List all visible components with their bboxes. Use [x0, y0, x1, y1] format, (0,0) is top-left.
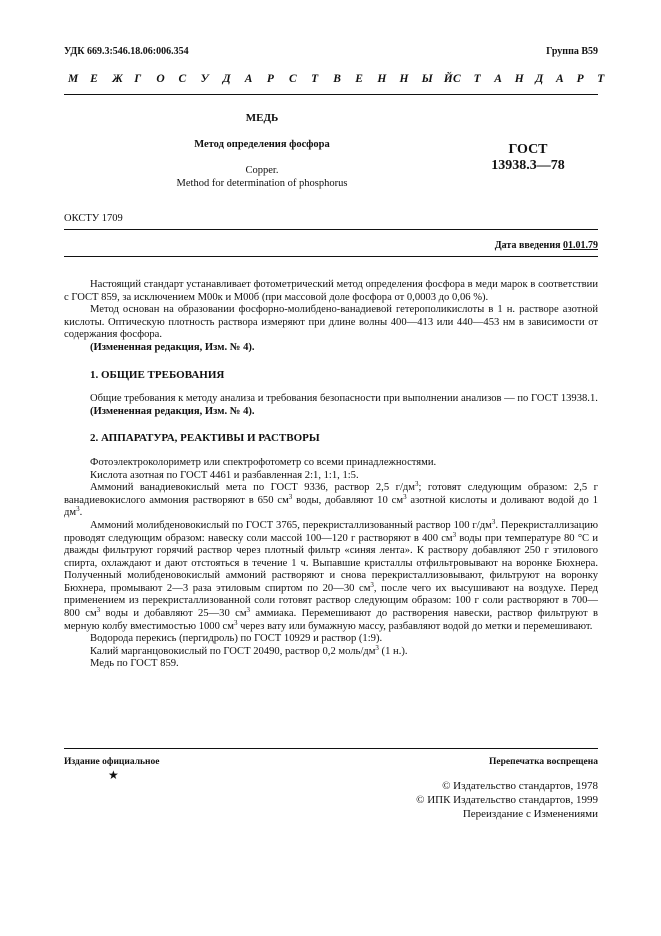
- section-1-text: Общие требования к методу анализа и требования безопасности при выполнении анализов — по ГОСТ 13938.1.: [90, 393, 598, 405]
- banner-letter: А: [556, 73, 564, 85]
- banner-letter: Г: [134, 73, 142, 85]
- banner-letter: Т: [311, 73, 319, 85]
- section-2-p4: Аммоний молибденовокислый по ГОСТ 3765, перекристаллизованный раствор 100 $г/дм^3$. Перекристаллизацию проводят следующим образом: навеску соли массой 100—120 г растворяют в 400 $см^3$ воды при температуре 80 °С и дважды фильтруют горячий раствор через плотный фильтр «синяя лента». К раствору добавляют 250 г этилового спирта, охлаждают и дают отстояться в течение 1 ч. Выпавшие кристаллы отфильтровывают на воронке Бюхнера. Полученный молибденовокислый аммоний растворяют и снова перекристаллизовывают, фильтруют на воронку Бюхнера, промывают 2—3 раза этиловым спиртом по 20—30 $см^3$, после чего их высушивают на воздухе. Перед применением из перекристаллизованной соли готовят раствор следующим образом: 100 г соли растворяют в 700—800 $см^3$ воды и добавляют 25—30 $см^3$ аммиака. Перемешивают до растворения навески, раствор фильтруют в мерную колбу вместимостью 1000 $см^3$ через вату или бумажную массу, разбавляют водой до метки и перемешивают.: [64, 517, 599, 632]
- banner-letter: Ж: [112, 73, 123, 85]
- banner-letter: У: [200, 73, 209, 85]
- banner-letter: Е: [355, 73, 363, 85]
- intro-paragraph-2: Метод основан на образовании фосфорно-молибдено-ванадиевой гетерополикислоты в 1 н. растворе азотной кислоты. Оптическую плотность раствора измеряют при длине волны 400—413 или 440—453 нм в зависимости от содержания фосфора.: [64, 304, 598, 341]
- section-2-p3: Аммоний ванадиевокислый мета по ГОСТ 9336, раствор 2,5 $г/дм^3$; готовят следующим образом: 2,5 г ванадиевокислого аммония растворяют в 650 $см^3$ воды, добавляют 10 $см^3$ азотной кислоты и доливают водой до 1 $дм^3$.: [64, 480, 598, 519]
- gost-number: 13938.3—78: [491, 158, 565, 173]
- reissue-note: Переиздание с Изменениями: [462, 808, 598, 820]
- banner-letter: Е: [90, 73, 98, 85]
- udk-code: УДК 669.3:546.18.06:006.354: [64, 46, 189, 57]
- gost-label: ГОСТ: [508, 142, 548, 157]
- official-edition: Издание официальное: [64, 757, 160, 767]
- banner-letter: О: [156, 73, 165, 85]
- footer-rule: [64, 748, 598, 749]
- date-rule: [64, 256, 598, 257]
- banner-letter: Р: [576, 73, 584, 85]
- section-2-p2: Кислота азотная по ГОСТ 4461 и разбавленная 2:1, 1:1, 1:5.: [90, 469, 359, 481]
- copyright-block: [416, 779, 598, 821]
- banner-letter: С: [289, 73, 297, 85]
- banner-letter: Н: [399, 73, 409, 85]
- intro-date-label: Дата введения: [494, 240, 561, 251]
- banner-letter: В: [333, 73, 341, 85]
- reprint-prohibited: Перепечатка воспрещена: [488, 757, 598, 767]
- banner-letter: Т: [597, 73, 605, 85]
- banner-letter: Д: [535, 73, 544, 85]
- banner-letter: С: [453, 73, 461, 85]
- section-2-title: 2. АППАРАТУРА, РЕАКТИВЫ И РАСТВОРЫ: [90, 432, 320, 445]
- section-2-p7: Медь по ГОСТ 859.: [90, 658, 179, 670]
- section-2-p5: Водорода перекись (пергидроль) по ГОСТ 10929 и раствор (1:9).: [90, 633, 383, 645]
- header-rule: [64, 94, 598, 95]
- section-1-note: (Измененная редакция, Изм. № 4).: [90, 405, 255, 417]
- intro-date-block: [495, 240, 598, 251]
- banner-letter: Р: [266, 73, 274, 85]
- edition-note: (Измененная редакция, Изм. № 4).: [90, 341, 255, 353]
- banner-letter: Н: [514, 73, 524, 85]
- banner-letter: Ы: [421, 73, 433, 85]
- doc-subtitle: Метод определения фосфора: [194, 139, 330, 150]
- group-code: Группа В59: [546, 46, 598, 57]
- banner-letter: Н: [377, 73, 387, 85]
- oksty-code: ОКСТУ 1709: [64, 213, 123, 224]
- copyright-1999: © ИПК Издательство стандартов, 1999: [416, 794, 598, 806]
- en-title: Copper.: [245, 165, 279, 176]
- banner-letter: Т: [473, 73, 481, 85]
- banner-letter: Д: [222, 73, 231, 85]
- body: [64, 279, 598, 671]
- section-2-p1: Фотоэлектроколориметр или спектрофотометр со всеми принадлежностями.: [90, 456, 437, 468]
- banner-letter: А: [244, 73, 253, 85]
- banner-letter: Й: [443, 73, 453, 85]
- en-subtitle: Method for determination of phosphorus: [176, 178, 348, 189]
- star-icon: ★: [108, 768, 119, 782]
- intro-paragraph-1: Настоящий стандарт устанавливает фотометрический метод определения фосфора в меди марок в соответствии с ГОСТ 859, за исключением М00к и М00б (при массовой доле фосфора от 0,0003 до 0,06 %).: [64, 279, 598, 303]
- banner-letter: А: [494, 73, 502, 85]
- copyright-1978: © Издательство стандартов, 1978: [442, 780, 598, 792]
- doc-title: МЕДЬ: [245, 112, 279, 124]
- banner-letter: С: [178, 73, 187, 85]
- banner-letter: М: [68, 73, 79, 85]
- oksty-rule: [64, 229, 598, 230]
- intro-date: 01.01.79: [563, 240, 598, 251]
- section-1-title: 1. ОБЩИЕ ТРЕБОВАНИЯ: [90, 368, 225, 381]
- section-2-p6: Калий марганцовокислый по ГОСТ 20490, раствор 0,2 моль/$дм^3$ (1 н.).: [90, 643, 408, 657]
